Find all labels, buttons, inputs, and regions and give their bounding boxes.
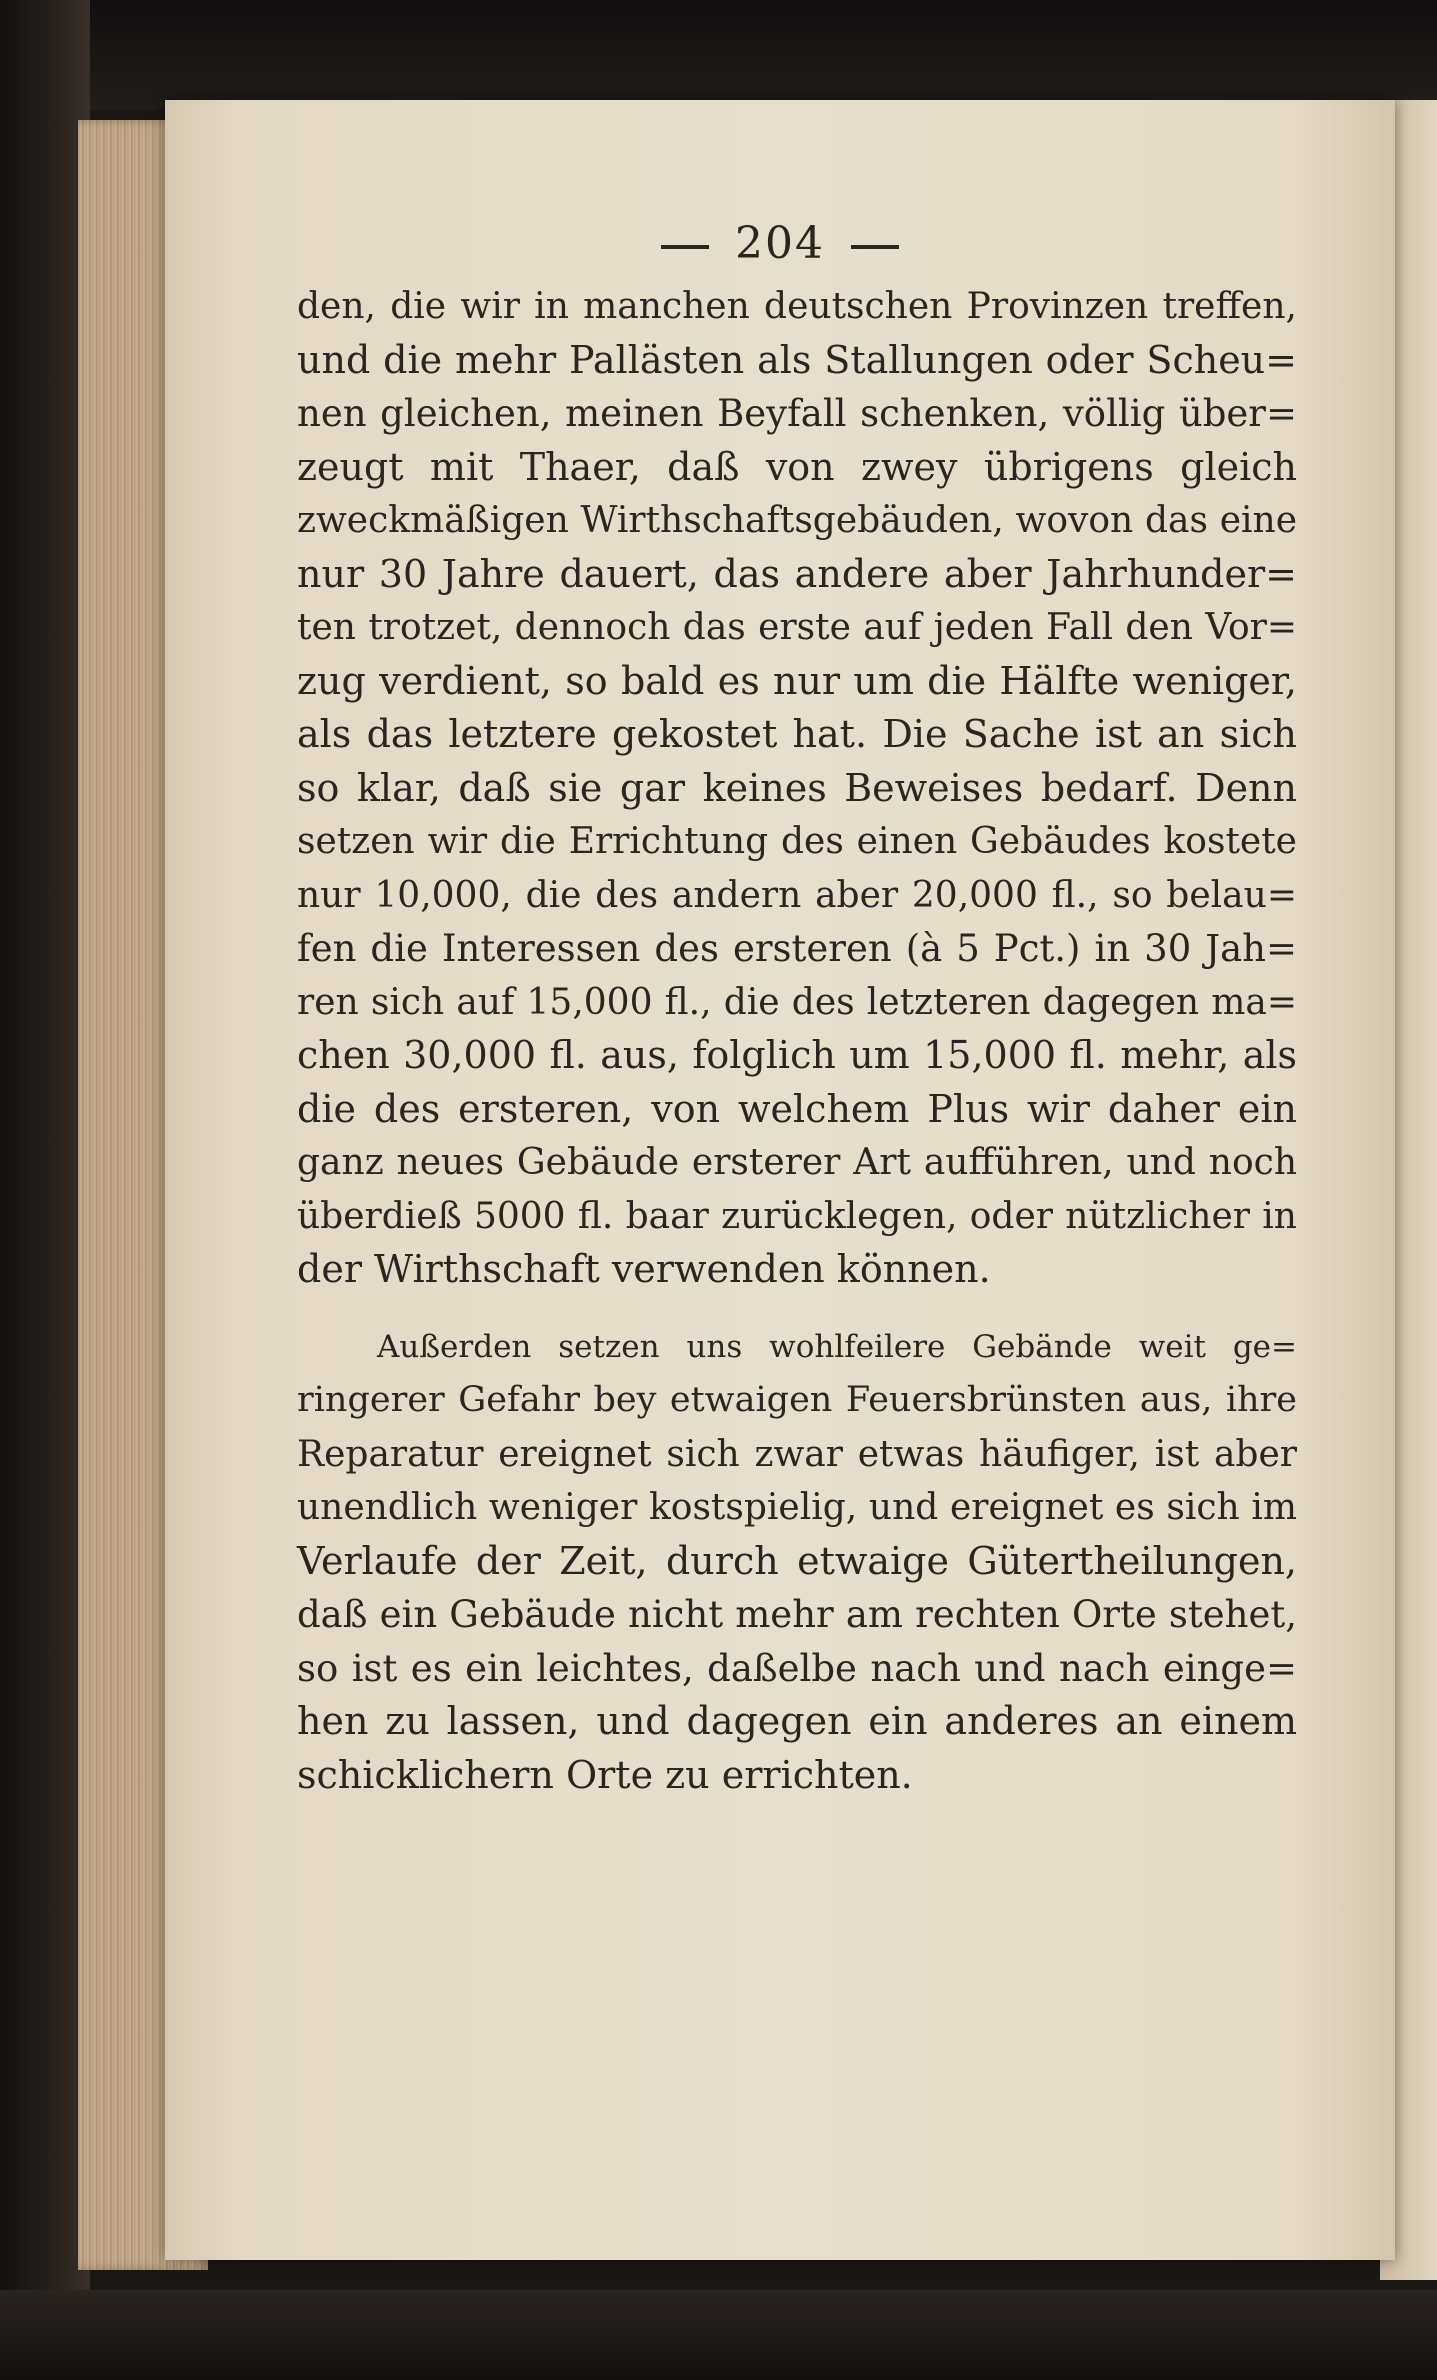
text-line: Außerden setzen uns wohlfeilere Gebände weit ge= [377,1328,1297,1365]
text-line: chen 30,000 fl. aus, folglich um 15,000 fl. mehr, als [297,1033,1297,1077]
text-line: hen zu lassen, und dagegen ein anderes an einem [297,1699,1297,1743]
text-line: ganz neues Gebäude ersterer Art aufführen, und noch [297,1142,1297,1183]
text-line: nur 30 Jahre dauert, das andere aber Jahrhunder= [297,551,1297,596]
text-line: der Wirthschaft verwenden können. [297,1247,991,1291]
text-line: zeugt mit Thaer, daß von zwey übrigens gleich [297,444,1297,489]
text-line: so klar, daß sie gar keines Beweises bedarf. Denn [297,765,1297,810]
text-line: den, die wir in manchen deutschen Provinzen treffen, [297,286,1297,327]
text-line: die des ersteren, von welchem Plus wir daher ein [297,1086,1297,1131]
text-line: ten trotzet, dennoch das erste auf jeden Fall den Vor= [297,607,1297,648]
book-cover-top [0,0,1437,110]
text-line: setzen wir die Errichtung des einen Gebäudes kostete [297,821,1297,862]
page-text [297,280,1297,1802]
paragraph-gap [297,1297,1297,1321]
text-line: ren sich auf 15,000 fl., die des letzteren dagegen ma= [297,981,1297,1023]
book-page [165,100,1395,2260]
book-cover-left [0,0,90,2380]
header-dash-left [661,245,709,249]
text-line: zug verdient, so bald es nur um die Hälfte weniger, [297,658,1297,703]
text-line: und die mehr Pallästen als Stallungen oder Scheu= [297,337,1297,382]
text-line: überdieß 5000 fl. baar zurücklegen, oder nützlicher in [297,1195,1297,1237]
text-line: unendlich weniger kostspielig, und ereignet es sich im [297,1487,1297,1528]
text-line: daß ein Gebäude nicht mehr am rechten Orte stehet, [297,1593,1297,1636]
text-line: Reparatur ereignet sich zwar etwas häufiger, ist aber [297,1433,1297,1475]
text-line: nen gleichen, meinen Beyfall schenken, völlig über= [297,392,1297,435]
header-dash-right [851,245,899,249]
page-number: 204 [735,218,825,269]
text-line: so ist es ein leichtes, daßelbe nach und nach einge= [297,1646,1297,1690]
paragraph-2 [297,1321,1297,1803]
paragraph-1 [297,280,1297,1297]
text-line: ringerer Gefahr bey etwaigen Feuersbrünsten aus, ihre [297,1380,1297,1420]
text-line: nur 10,000, die des andern aber 20,000 fl., so belau= [297,874,1297,916]
text-line: fen die Interessen des ersteren (à 5 Pct.) in 30 Jah= [297,927,1297,970]
text-line: zweckmäßigen Wirthschaftsgebäuden, wovon das eine [297,500,1297,541]
text-line: als das letztere gekostet hat. Die Sache ist an sich [297,712,1297,756]
text-line: Verlaufe der Zeit, durch etwaige Gütertheilungen, [297,1538,1297,1583]
book-cover-bottom [0,2290,1437,2380]
text-line: schicklichern Orte zu errichten. [297,1752,913,1797]
page-header [165,218,1395,269]
